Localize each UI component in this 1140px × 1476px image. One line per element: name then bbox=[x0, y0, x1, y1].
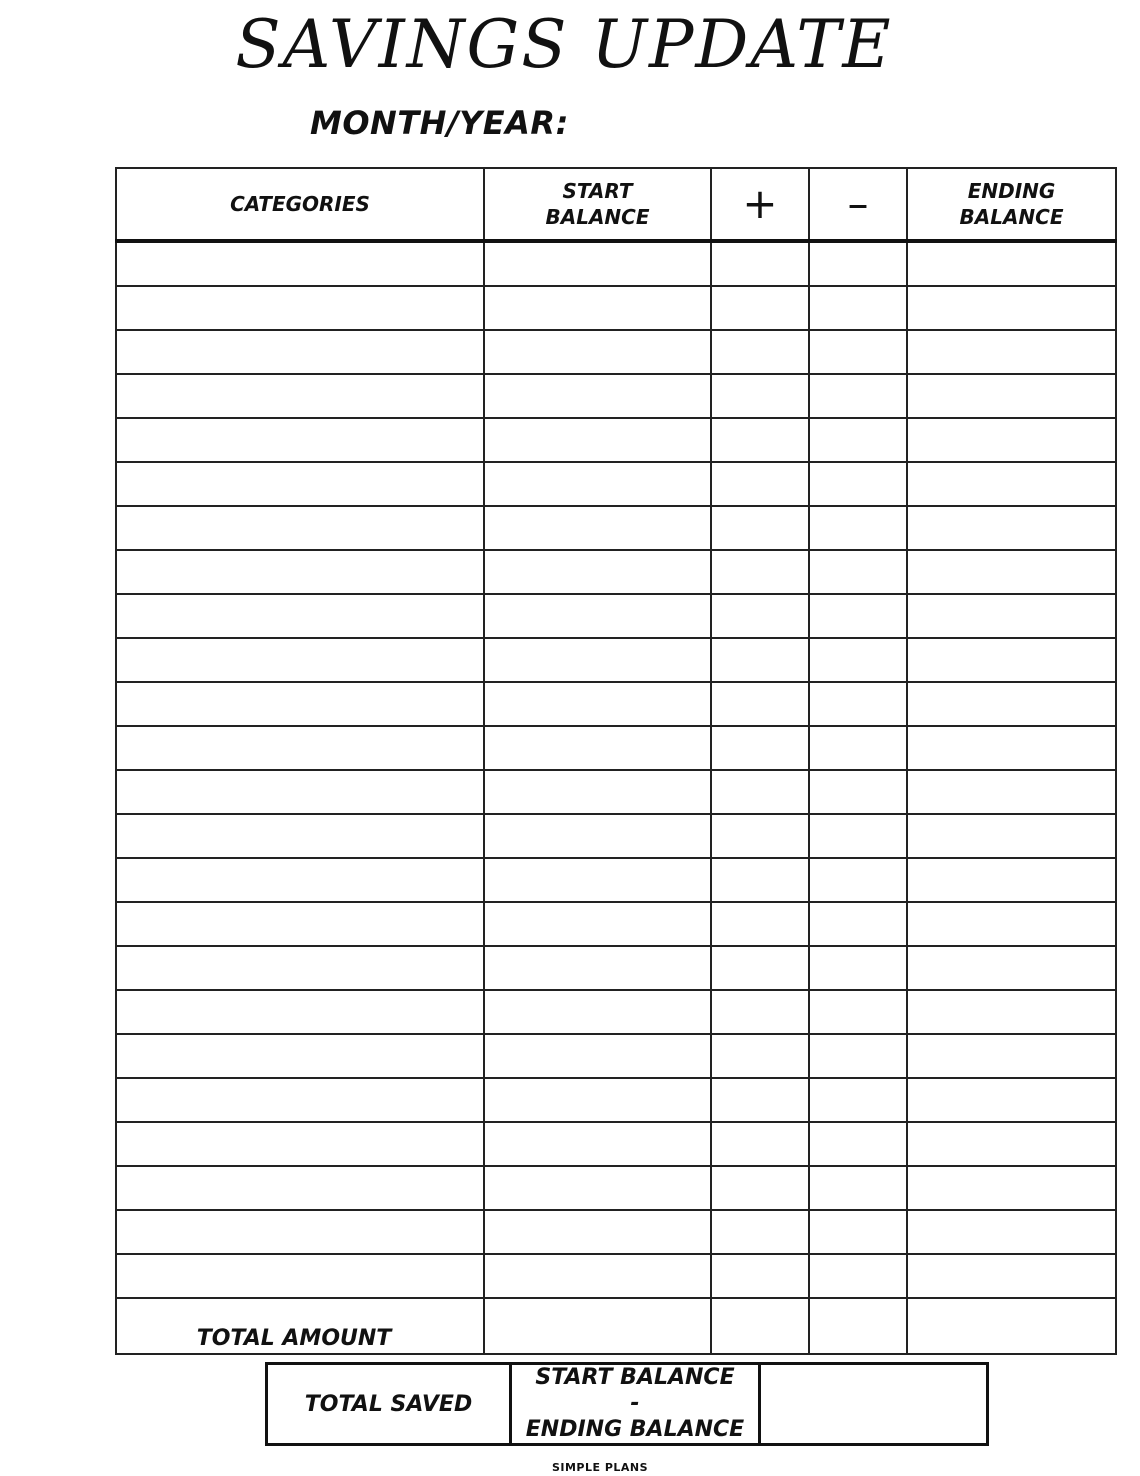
minus-cell[interactable] bbox=[809, 1210, 907, 1254]
formula-ending-balance: ENDING BALANCE bbox=[525, 1417, 745, 1442]
start-balance-cell[interactable] bbox=[484, 858, 711, 902]
table-row bbox=[116, 770, 1116, 814]
minus-cell[interactable] bbox=[809, 814, 907, 858]
table-row bbox=[116, 374, 1116, 418]
ending-balance-cell[interactable] bbox=[907, 726, 1116, 770]
ending-balance-cell[interactable] bbox=[907, 814, 1116, 858]
table-row bbox=[116, 418, 1116, 462]
plus-cell[interactable] bbox=[711, 1034, 809, 1078]
minus-cell[interactable] bbox=[809, 550, 907, 594]
ending-balance-cell[interactable] bbox=[907, 770, 1116, 814]
plus-cell[interactable] bbox=[711, 1254, 809, 1298]
plus-cell[interactable] bbox=[711, 1166, 809, 1210]
plus-cell[interactable] bbox=[711, 638, 809, 682]
table-row bbox=[116, 726, 1116, 770]
minus-cell[interactable] bbox=[809, 330, 907, 374]
plus-cell[interactable] bbox=[711, 858, 809, 902]
table-row bbox=[116, 814, 1116, 858]
total-saved-box bbox=[265, 1362, 989, 1446]
category-cell[interactable] bbox=[116, 1254, 484, 1298]
plus-cell[interactable] bbox=[711, 1078, 809, 1122]
start-balance-cell[interactable] bbox=[484, 990, 711, 1034]
start-balance-cell[interactable] bbox=[484, 726, 711, 770]
minus-cell[interactable] bbox=[809, 506, 907, 550]
ending-balance-cell[interactable] bbox=[907, 1254, 1116, 1298]
category-cell[interactable] bbox=[116, 418, 484, 462]
category-cell[interactable] bbox=[116, 594, 484, 638]
total-ending-balance-cell[interactable] bbox=[907, 1298, 1116, 1354]
plus-cell[interactable] bbox=[711, 1210, 809, 1254]
table-row bbox=[116, 462, 1116, 506]
total-saved-formula bbox=[511, 1364, 760, 1445]
category-cell[interactable] bbox=[116, 770, 484, 814]
start-balance-cell[interactable] bbox=[484, 1034, 711, 1078]
plus-cell[interactable] bbox=[711, 330, 809, 374]
start-balance-cell[interactable] bbox=[484, 902, 711, 946]
ending-balance-cell[interactable] bbox=[907, 418, 1116, 462]
table-row bbox=[116, 902, 1116, 946]
table-row bbox=[116, 594, 1116, 638]
start-balance-cell[interactable] bbox=[484, 374, 711, 418]
start-balance-cell[interactable] bbox=[484, 594, 711, 638]
plus-cell[interactable] bbox=[711, 594, 809, 638]
formula-operator: - bbox=[630, 1391, 640, 1416]
page-title: SAVINGS UPDATE bbox=[235, 6, 893, 83]
minus-cell[interactable] bbox=[809, 726, 907, 770]
table-row bbox=[116, 946, 1116, 990]
plus-cell[interactable] bbox=[711, 990, 809, 1034]
category-cell[interactable] bbox=[116, 638, 484, 682]
start-balance-cell[interactable] bbox=[484, 946, 711, 990]
minus-cell[interactable] bbox=[809, 638, 907, 682]
table-row bbox=[116, 241, 1116, 286]
header-minus: – bbox=[809, 168, 907, 241]
month-year-label: MONTH/YEAR: bbox=[310, 104, 569, 142]
minus-cell[interactable] bbox=[809, 1254, 907, 1298]
table-row bbox=[116, 506, 1116, 550]
start-balance-cell[interactable] bbox=[484, 1254, 711, 1298]
category-cell[interactable] bbox=[116, 726, 484, 770]
ending-balance-cell[interactable] bbox=[907, 462, 1116, 506]
category-cell[interactable] bbox=[116, 902, 484, 946]
minus-cell[interactable] bbox=[809, 594, 907, 638]
ending-balance-cell[interactable] bbox=[907, 1210, 1116, 1254]
ending-balance-cell[interactable] bbox=[907, 682, 1116, 726]
plus-cell[interactable] bbox=[711, 286, 809, 330]
plus-cell[interactable] bbox=[711, 770, 809, 814]
category-cell[interactable] bbox=[116, 946, 484, 990]
start-balance-cell[interactable] bbox=[484, 1122, 711, 1166]
start-balance-cell[interactable] bbox=[484, 638, 711, 682]
minus-cell[interactable] bbox=[809, 418, 907, 462]
category-cell[interactable] bbox=[116, 682, 484, 726]
start-balance-cell[interactable] bbox=[484, 770, 711, 814]
plus-cell[interactable] bbox=[711, 902, 809, 946]
category-cell[interactable] bbox=[116, 550, 484, 594]
table-row bbox=[116, 1034, 1116, 1078]
footer-brand: SIMPLE PLANS bbox=[551, 1461, 649, 1474]
plus-cell[interactable] bbox=[711, 946, 809, 990]
ending-balance-cell[interactable] bbox=[907, 550, 1116, 594]
start-balance-cell[interactable] bbox=[484, 1078, 711, 1122]
total-amount-label: TOTAL AMOUNT bbox=[110, 1298, 478, 1354]
header-start-balance: START BALANCE bbox=[484, 168, 711, 241]
plus-cell[interactable] bbox=[711, 726, 809, 770]
ending-balance-cell[interactable] bbox=[907, 374, 1116, 418]
minus-cell[interactable] bbox=[809, 682, 907, 726]
category-cell[interactable] bbox=[116, 990, 484, 1034]
ending-balance-cell[interactable] bbox=[907, 506, 1116, 550]
category-cell[interactable] bbox=[116, 374, 484, 418]
total-minus-cell[interactable] bbox=[809, 1298, 907, 1354]
category-cell[interactable] bbox=[116, 462, 484, 506]
start-balance-cell[interactable] bbox=[484, 550, 711, 594]
ending-balance-cell[interactable] bbox=[907, 1078, 1116, 1122]
table-row bbox=[116, 330, 1116, 374]
category-cell[interactable] bbox=[116, 330, 484, 374]
minus-cell[interactable] bbox=[809, 858, 907, 902]
total-plus-cell[interactable] bbox=[711, 1298, 809, 1354]
ending-balance-cell[interactable] bbox=[907, 1122, 1116, 1166]
table-row bbox=[116, 1078, 1116, 1122]
plus-cell[interactable] bbox=[711, 682, 809, 726]
category-cell[interactable] bbox=[116, 1078, 484, 1122]
table-row bbox=[116, 550, 1116, 594]
table-row bbox=[116, 1210, 1116, 1254]
minus-cell[interactable] bbox=[809, 990, 907, 1034]
minus-cell[interactable] bbox=[809, 1122, 907, 1166]
total-amount-row bbox=[116, 1298, 1116, 1354]
category-cell[interactable] bbox=[116, 506, 484, 550]
ending-balance-cell[interactable] bbox=[907, 1034, 1116, 1078]
header-row bbox=[116, 168, 1116, 241]
start-balance-cell[interactable] bbox=[484, 418, 711, 462]
minus-cell[interactable] bbox=[809, 1034, 907, 1078]
header-categories: CATEGORIES bbox=[116, 168, 484, 241]
minus-cell[interactable] bbox=[809, 374, 907, 418]
category-cell[interactable] bbox=[116, 286, 484, 330]
plus-cell[interactable] bbox=[711, 550, 809, 594]
plus-cell[interactable] bbox=[711, 462, 809, 506]
table-row bbox=[116, 638, 1116, 682]
total-saved-value-cell[interactable] bbox=[760, 1364, 988, 1445]
table-row bbox=[116, 1166, 1116, 1210]
category-cell[interactable] bbox=[116, 1122, 484, 1166]
minus-cell[interactable] bbox=[809, 770, 907, 814]
start-balance-cell[interactable] bbox=[484, 286, 711, 330]
total-start-balance-cell[interactable] bbox=[484, 1298, 711, 1354]
ending-balance-cell[interactable] bbox=[907, 1166, 1116, 1210]
header-plus: + bbox=[711, 168, 809, 241]
minus-cell[interactable] bbox=[809, 946, 907, 990]
total-saved-label: TOTAL SAVED bbox=[267, 1364, 511, 1445]
header-ending-balance: ENDING BALANCE bbox=[907, 168, 1116, 241]
plus-cell[interactable] bbox=[711, 506, 809, 550]
ending-balance-cell[interactable] bbox=[907, 638, 1116, 682]
ending-balance-cell[interactable] bbox=[907, 286, 1116, 330]
category-cell[interactable] bbox=[116, 814, 484, 858]
ending-balance-cell[interactable] bbox=[907, 330, 1116, 374]
ending-balance-cell[interactable] bbox=[907, 858, 1116, 902]
start-balance-cell[interactable] bbox=[484, 1210, 711, 1254]
category-cell[interactable] bbox=[116, 1166, 484, 1210]
minus-cell[interactable] bbox=[809, 902, 907, 946]
start-balance-cell[interactable] bbox=[484, 241, 711, 286]
plus-cell[interactable] bbox=[711, 241, 809, 286]
table-row bbox=[116, 286, 1116, 330]
plus-cell[interactable] bbox=[711, 418, 809, 462]
table-row bbox=[116, 682, 1116, 726]
start-balance-cell[interactable] bbox=[484, 682, 711, 726]
savings-table bbox=[115, 167, 1117, 1355]
ending-balance-cell[interactable] bbox=[907, 902, 1116, 946]
plus-cell[interactable] bbox=[711, 814, 809, 858]
minus-cell[interactable] bbox=[809, 241, 907, 286]
table-row bbox=[116, 858, 1116, 902]
minus-cell[interactable] bbox=[809, 462, 907, 506]
ending-balance-cell[interactable] bbox=[907, 990, 1116, 1034]
category-cell[interactable] bbox=[116, 1034, 484, 1078]
start-balance-cell[interactable] bbox=[484, 506, 711, 550]
ending-balance-cell[interactable] bbox=[907, 594, 1116, 638]
ending-balance-cell[interactable] bbox=[907, 241, 1116, 286]
table-row bbox=[116, 1122, 1116, 1166]
minus-cell[interactable] bbox=[809, 286, 907, 330]
table-row bbox=[116, 1254, 1116, 1298]
minus-cell[interactable] bbox=[809, 1078, 907, 1122]
ending-balance-cell[interactable] bbox=[907, 946, 1116, 990]
start-balance-cell[interactable] bbox=[484, 462, 711, 506]
plus-cell[interactable] bbox=[711, 1122, 809, 1166]
start-balance-cell[interactable] bbox=[484, 814, 711, 858]
formula-start-balance: START BALANCE bbox=[535, 1365, 735, 1390]
start-balance-cell[interactable] bbox=[484, 1166, 711, 1210]
plus-cell[interactable] bbox=[711, 374, 809, 418]
table-row bbox=[116, 990, 1116, 1034]
category-cell[interactable] bbox=[116, 858, 484, 902]
minus-cell[interactable] bbox=[809, 1166, 907, 1210]
category-cell[interactable] bbox=[116, 241, 484, 286]
category-cell[interactable] bbox=[116, 1210, 484, 1254]
start-balance-cell[interactable] bbox=[484, 330, 711, 374]
